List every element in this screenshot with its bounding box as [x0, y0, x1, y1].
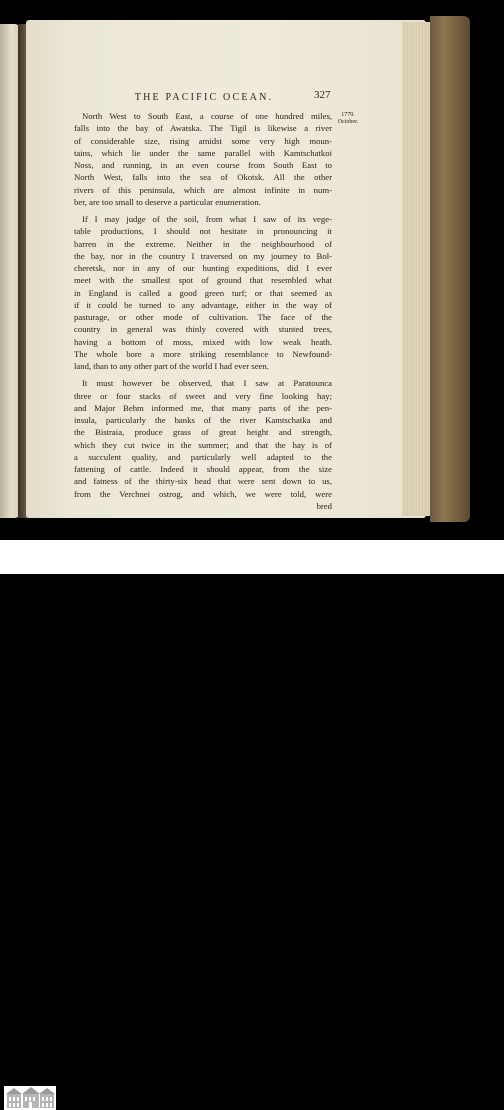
- text-line: falls into the bay of Awatska. The Tigil is likewise a river: [74, 123, 332, 134]
- text-line: three or four stacks of sweet and very fine looking hay;: [74, 390, 332, 401]
- text-line: It must however be observed, that I saw at Paratounca: [82, 378, 332, 389]
- margin-note-year: 1779.: [341, 112, 355, 118]
- text-line: ber, are too small to deserve a particular enumeration.: [74, 196, 261, 207]
- paragraph: [74, 110, 332, 208]
- text-line: barren in the extreme. Neither in the neighbourhood of: [74, 238, 332, 249]
- running-head: THE PACIFIC OCEAN.: [134, 92, 274, 103]
- book-cover-edge: [430, 16, 470, 522]
- text-line: of considerable size, rising amidst some very high moun-: [74, 135, 332, 146]
- text-line: having a bottom of moss, mixed with low weak heath.: [74, 336, 332, 347]
- footer-bar: [0, 540, 504, 574]
- text-line: If I may judge of the soil, from what I saw of its vege-: [82, 214, 332, 224]
- paragraph: [74, 377, 332, 512]
- text-line: The whole bore a more striking resemblance to Newfound-: [74, 348, 332, 359]
- page-edges: [402, 22, 432, 516]
- page-number: 327: [314, 89, 331, 101]
- text-line: and Major Behm informed me, that many parts of the pen-: [74, 402, 332, 413]
- text-line: Noss, and running, in an even course from South East to: [74, 160, 332, 170]
- margin-note-month: October.: [337, 119, 359, 125]
- text-line: the bay, nor in the country I traversed on my journey to Bol-: [74, 250, 332, 261]
- text-line: rivers of this peninsula, which are almost infinite in num-: [74, 184, 332, 195]
- scanned-book-spread: [0, 0, 504, 540]
- text-line: insula, particularly the banks of the river Kamtschatka and: [74, 415, 332, 425]
- library-building-icon: [4, 1086, 56, 1110]
- text-line: and fatness of the thirty-six head that were sent down to us,: [74, 476, 332, 487]
- text-line: North West to South East, a course of one hundred miles,: [82, 111, 332, 121]
- margin-note: [328, 112, 368, 126]
- text-line: in England is called a good green turf; or that seemed as: [74, 287, 332, 298]
- text-line: table productions, I should not hesitate in pronouncing it: [74, 226, 332, 237]
- text-line: land, than to any other part of the world I had ever seen.: [74, 361, 269, 371]
- left-page-edge: [0, 24, 19, 518]
- text-line: from the Verchnei ostrog, and which, we were told, were: [74, 488, 332, 499]
- catchword: bred: [316, 500, 332, 511]
- body-text: [74, 110, 332, 517]
- text-line: if it could be turned to any advantage, either in the way of: [74, 299, 332, 310]
- text-line: cheretsk, nor in any of our hunting expeditions, did I ever: [74, 263, 332, 273]
- text-line: pasturage, or other mode of cultivation. The face of the: [74, 312, 332, 322]
- text-line: meet with the smallest spot of ground that resembled what: [74, 275, 332, 286]
- text-line: tains, which lie under the same parallel with Kamtschatkoi: [74, 147, 332, 158]
- text-line: a succulent quality, and particularly well adapted to the: [74, 451, 332, 462]
- text-line: the Bistraia, produce grass of great height and strength,: [74, 427, 332, 438]
- paragraph: [74, 213, 332, 372]
- text-line: which they cut twice in the summer; and that the hay is of: [74, 439, 332, 450]
- text-line: North West, falls into the sea of Okotsk. All the other: [74, 172, 332, 183]
- text-line: country in general was thinly covered with stunted trees,: [74, 324, 332, 335]
- text-line: fattening of cattle. Indeed it should appear, from the size: [74, 464, 332, 474]
